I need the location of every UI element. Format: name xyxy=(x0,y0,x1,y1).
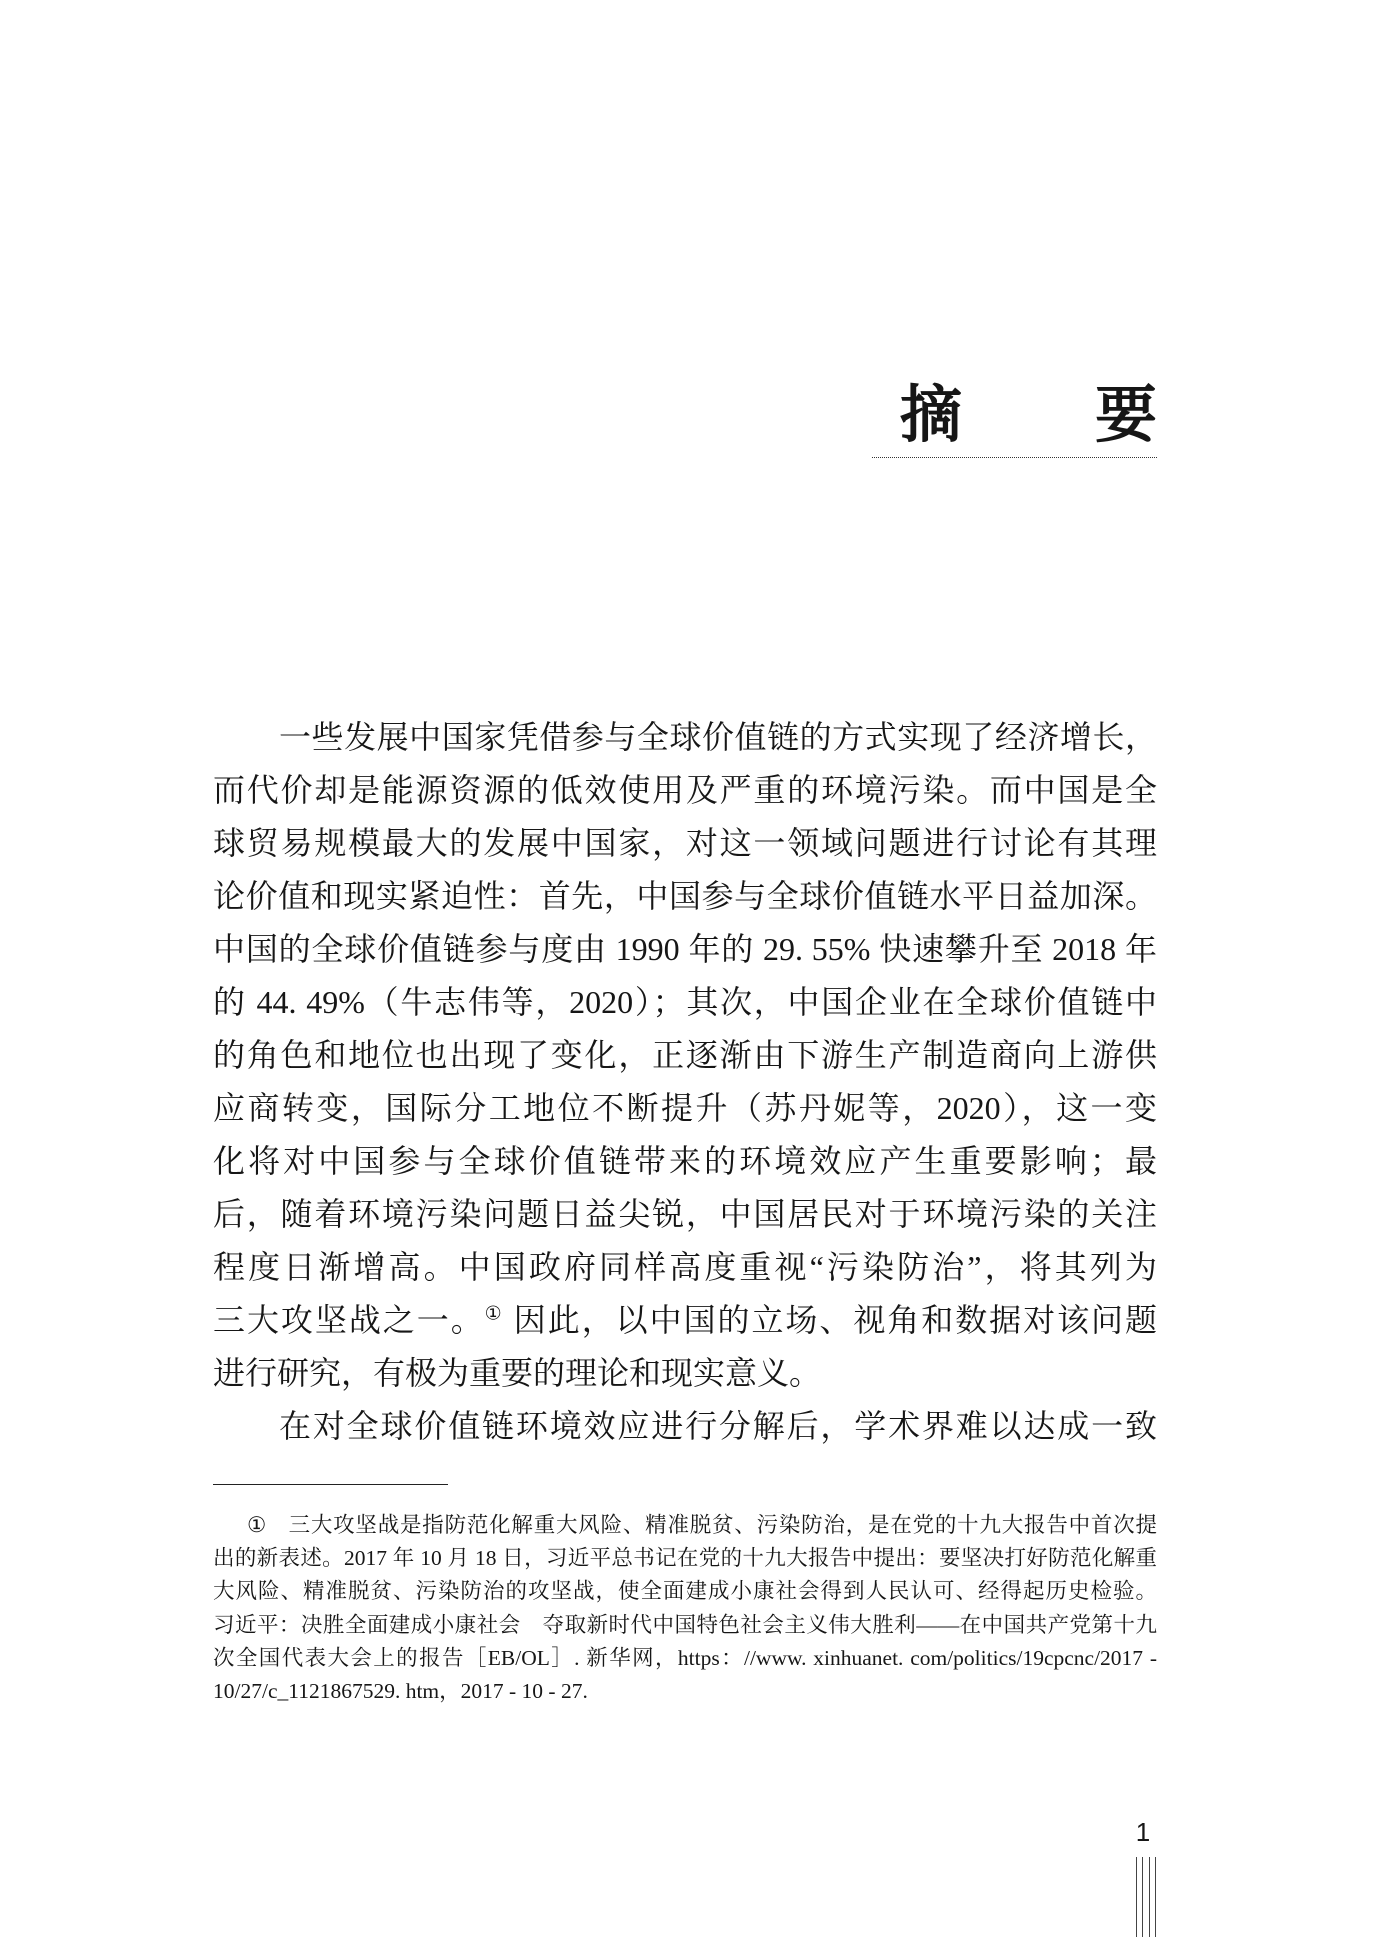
footnote-marker: ① xyxy=(247,1513,268,1537)
body-line: 应商转变，国际分工地位不断提升（苏丹妮等，2020），这一变 xyxy=(213,1090,1157,1126)
page-number: 1 xyxy=(1135,1817,1151,1847)
title-char-left: 摘 xyxy=(900,378,963,451)
body-line-with-footnote-ref xyxy=(213,1294,1157,1347)
footnote-line xyxy=(213,1509,1157,1542)
body-line-segment: 三大攻坚战之一。 xyxy=(213,1302,485,1338)
body-line-segment: 因此，以中国的立场、视角和数据对该问题 xyxy=(503,1302,1157,1338)
footnote-line: 习近平：决胜全面建成小康社会 夺取新时代中国特色社会主义伟大胜利——在中国共产党第十九 xyxy=(213,1612,1157,1637)
thumb-line xyxy=(1149,1857,1150,1937)
footnote-line: 出的新表述。2017 年 10 月 18 日，习近平总书记在党的十九大报告中提出：要坚决打好防范化解重 xyxy=(213,1546,1157,1571)
body-line: 程度日渐增高。中国政府同样高度重视“污染防治”，将其列为 xyxy=(213,1249,1157,1285)
footnote-line: 10/27/c_1121867529. htm，2017 - 10 - 27. xyxy=(213,1678,588,1703)
body-line: 论价值和现实紧迫性：首先，中国参与全球价值链水平日益加深。 xyxy=(213,878,1157,914)
title-char-right: 要 xyxy=(1094,378,1157,451)
footnote xyxy=(213,1509,1157,1708)
body-line: 一些发展中国家凭借参与全球价值链的方式实现了经济增长， xyxy=(279,719,1157,755)
thumb-line xyxy=(1136,1857,1137,1937)
thumb-line xyxy=(1142,1857,1143,1937)
footnote-line-text: 三大攻坚战是指防范化解重大风险、精准脱贫、污染防治，是在党的十九大报告中首次提 xyxy=(288,1513,1157,1537)
footnote-line: 大风险、精准脱贫、污染防治的攻坚战，使全面建成小康社会得到人民认可、经得起历史检验。 xyxy=(213,1579,1157,1604)
title-dotted-rule xyxy=(872,457,1157,458)
body-line: 中国的全球价值链参与度由 1990 年的 29. 55% 快速攀升至 2018 年 xyxy=(213,931,1157,967)
page-title xyxy=(900,378,1157,452)
body-line: 在对全球价值链环境效应进行分解后，学术界难以达成一致 xyxy=(279,1408,1157,1444)
body-line: 化将对中国参与全球价值链带来的环境效应产生重要影响；最 xyxy=(213,1143,1157,1179)
body-line: 的角色和地位也出现了变化，正逐渐由下游生产制造商向上游供 xyxy=(213,1037,1157,1073)
footnote-line: 次全国代表大会上的报告［EB/OL］. 新华网，https：//www. xinhuanet. com/politics/19cpcnc/2017 - xyxy=(213,1645,1157,1670)
body-line: 进行研究，有极为重要的理论和现实意义。 xyxy=(213,1355,822,1391)
body-line: 的 44. 49%（牛志伟等，2020）；其次，中国企业在全球价值链中 xyxy=(213,984,1157,1020)
body-line: 后，随着环境污染问题日益尖锐，中国居民对于环境污染的关注 xyxy=(213,1196,1157,1232)
footnote-reference[interactable]: ① xyxy=(484,1303,504,1325)
body-line: 而代价却是能源资源的低效使用及严重的环境污染。而中国是全 xyxy=(213,772,1157,808)
thumb-index-lines xyxy=(1136,1857,1156,1937)
footnote-separator xyxy=(213,1484,448,1485)
body-line: 球贸易规模最大的发展中国家，对这一领域问题进行讨论有其理 xyxy=(213,825,1157,861)
body-text xyxy=(213,711,1157,1453)
thumb-line xyxy=(1155,1857,1156,1937)
